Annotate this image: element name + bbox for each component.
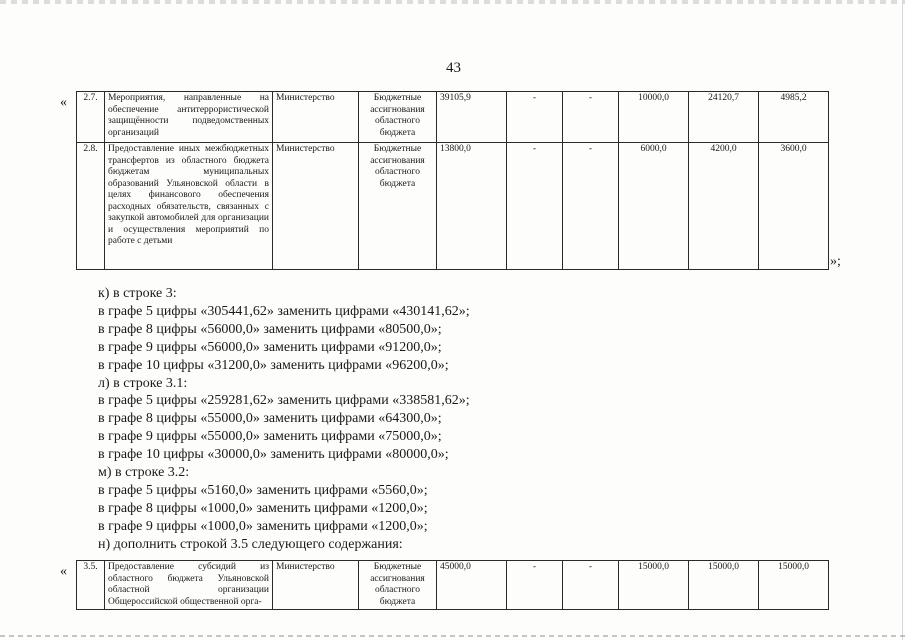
page-number: 43 (446, 60, 461, 76)
row-description: Предоставление иных межбюджетных трансфертов из областного бюджета бюджетам муниципальных образований Ульяновской области в целях финансового обеспечения расходных обязательств, связанных с закупкой автомобилей для организации и осуществления мероприятий по работе с детьми (105, 143, 273, 270)
instruction-line: в графе 10 цифры «31200,0» заменить цифрами «96200,0»; (98, 357, 449, 373)
quote-close: »; (830, 254, 841, 269)
row-number: 2.8. (77, 143, 105, 270)
instruction-line: в графе 9 цифры «1000,0» заменить цифрами «1200,0»; (98, 518, 428, 534)
row-description: Мероприятия, направленные на обеспечение антитеррористической защищённости подведомственных организаций (105, 92, 273, 143)
table-row (77, 143, 829, 270)
instruction-line: в графе 5 цифры «259281,62» заменить цифрами «338581,62»; (98, 393, 470, 409)
instruction-line: л) в строке 3.1: (98, 375, 188, 391)
row-description: Предоставление субсидий из областного бюджета Ульяновской областной организации Общероссийской общественной орга- (105, 561, 273, 610)
amendment-instructions (98, 285, 470, 554)
table-row (77, 92, 829, 143)
instruction-line: в графе 8 цифры «1000,0» заменить цифрами «1200,0»; (98, 500, 428, 516)
row-col7: - (563, 561, 619, 610)
row-financing-source: Бюджетные ассигнования областного бюджета (359, 143, 437, 270)
instruction-line: в графе 10 цифры «30000,0» заменить цифрами «80000,0»; (98, 447, 449, 463)
row-total: 39105,9 (437, 92, 507, 143)
row-col8: 6000,0 (619, 143, 689, 270)
row-total: 45000,0 (437, 561, 507, 610)
budget-table-top (76, 91, 829, 270)
row-col6: - (507, 561, 563, 610)
quote-open: « (60, 95, 67, 110)
instruction-line: в графе 8 цифры «56000,0» заменить цифрами «80500,0»; (98, 321, 442, 337)
instruction-line: в графе 9 цифры «56000,0» заменить цифрами «91200,0»; (98, 339, 442, 355)
row-col10: 3600,0 (759, 143, 829, 270)
scan-edge-right (902, 0, 903, 640)
row-organization: Министерство (273, 561, 359, 610)
row-number: 3.5. (77, 561, 105, 610)
instruction-line: м) в строке 3.2: (98, 465, 190, 481)
instruction-line: в графе 5 цифры «5160,0» заменить цифрами «5560,0»; (98, 482, 428, 498)
instruction-line: н) дополнить строкой 3.5 следующего содержания: (98, 536, 403, 552)
row-organization: Министерство (273, 143, 359, 270)
row-col8: 15000,0 (619, 561, 689, 610)
row-col6: - (507, 92, 563, 143)
row-number: 2.7. (77, 92, 105, 143)
row-col10: 15000,0 (759, 561, 829, 610)
scan-edge-top (0, 0, 905, 4)
row-organization: Министерство (273, 92, 359, 143)
budget-table-bottom (76, 560, 829, 610)
row-col9: 4200,0 (689, 143, 759, 270)
instruction-line: к) в строке 3: (98, 286, 177, 301)
row-col8: 10000,0 (619, 92, 689, 143)
row-financing-source: Бюджетные ассигнования областного бюджета (359, 561, 437, 610)
row-col7: - (563, 92, 619, 143)
row-col9: 24120,7 (689, 92, 759, 143)
row-total: 13800,0 (437, 143, 507, 270)
table-row (77, 561, 829, 610)
row-financing-source: Бюджетные ассигнования областного бюджета (359, 92, 437, 143)
row-col9: 15000,0 (689, 561, 759, 610)
quote-open: « (60, 564, 67, 579)
row-col10: 4985,2 (759, 92, 829, 143)
row-col7: - (563, 143, 619, 270)
instruction-line: в графе 9 цифры «55000,0» заменить цифрами «75000,0»; (98, 429, 442, 445)
row-col6: - (507, 143, 563, 270)
instruction-line: в графе 5 цифры «305441,62» заменить цифрами «430141,62»; (98, 303, 470, 319)
scan-edge-bottom (0, 635, 905, 637)
instruction-line: в графе 8 цифры «55000,0» заменить цифрами «64300,0»; (98, 411, 442, 427)
